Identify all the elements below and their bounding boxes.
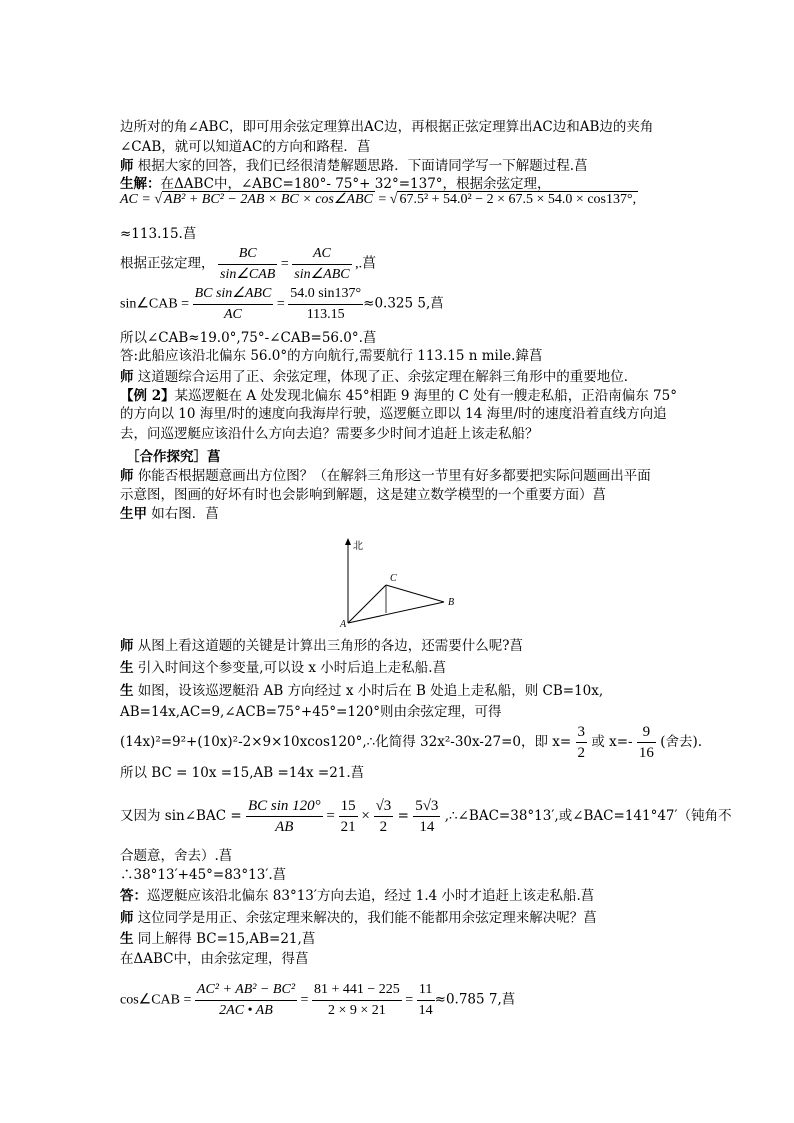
frac-den: sin∠ABC [294, 267, 350, 282]
cos-cab-equation: cos∠CAB = $\frac{\text{AC² + AB² − BC²}}{2AC • AB}$ = $\frac{81 + 441 - 225}{2 \times 9 \times 21}$ = $\frac{11}{14}$ ≈0.785 7,菖 [120, 980, 515, 1021]
frac-num: AC [292, 244, 351, 265]
eq-sign: = [322, 808, 339, 824]
line-text: 在ΔABC中，∠ABC=180°- 75°+ 32°=137°，根据余弦定理， [160, 176, 551, 192]
frac-den: 2 × 9 × 21 [327, 1003, 386, 1018]
speaker-label: 生解： [120, 176, 161, 192]
eq2-mid: 或 x=- [591, 734, 633, 750]
teacher-line: 示意图，图画的好坏有时也会影响到解题，这是建立数学模型的一个重要方面）菖 [120, 487, 606, 503]
north-label: 北 [353, 541, 363, 552]
line-text: 某巡逻艇在 A 处发现北偏东 45°相距 9 海里的 C 处有一艘走私船，正沿南偏东 75° [174, 388, 677, 404]
answer-line [120, 887, 594, 905]
frac-num: BC sin∠ABC [193, 284, 274, 305]
frac-num: 9 [637, 722, 656, 743]
student-line: 在ΔABC中，由余弦定理，得菖 [120, 951, 309, 967]
para-line: 边所对的角∠ABC，即可用余弦定理算出AC边，再根据正弦定理算出AC边和AB边的夹角 [120, 119, 654, 135]
example-line [120, 387, 677, 405]
bearing-diagram [336, 535, 466, 627]
side-cb [386, 585, 444, 602]
eq-radicand-1: AB² + BC² − 2AB × BC × cos∠ABC [164, 192, 373, 207]
frac-num: 5√3 [413, 796, 440, 817]
teacher-line [120, 909, 597, 927]
sin-tail: ≈0.325 5,菖 [363, 295, 444, 312]
sin-cab-equation: sin∠CAB = BC sin∠ABC AC = $\frac{54.0 \sin 137^\circ}{113.15}$ ≈0.325 5,菖 [120, 284, 444, 325]
line-text: 巡逻艇应该沿北偏东 83°13′方向去追，经过 1.4 小时才追赶上该走私船.菖 [147, 888, 595, 904]
line-text: 同上解得 BC=15,AB=21,菖 [133, 931, 316, 947]
side-ac [348, 585, 386, 623]
speaker-label: 生 [120, 931, 134, 947]
answer-label: 答： [120, 888, 147, 904]
vertex-label-b: B [448, 597, 455, 608]
frac-den: 2AC • AB [219, 1003, 273, 1018]
student-line: AB=14x,AC=9,∠ACB=75°+45°=120°则由余弦定理，可得 [120, 704, 502, 720]
eq2-tail: (舍去). [660, 734, 703, 750]
eq2-text: (14x)²=9²+(10x)²-2×9×10xcos120°,∴化简得 32x²-30x-27=0，即 x= [120, 734, 572, 750]
sine-tail: ,.菖 [355, 256, 377, 272]
student-line [120, 682, 603, 700]
frac-num: 15 [339, 796, 358, 817]
frac-num: BC sin 120° [246, 796, 323, 817]
cosine-equation: AC = √ AB² + BC² − 2AB × BC × cos∠ABC = √ 67.5² + 54.0² − 2 × 67.5 × 54.0 × cos137°, [120, 192, 637, 207]
frac-num: 54.0 sin137° [288, 284, 363, 305]
answer-line: 答:此船应该沿北偏东 56.0°的方向航行,需要航行 113.15 n mile.鍏菖 [120, 348, 543, 364]
speaker-label: 师 [120, 910, 134, 926]
speaker-label: 生 [120, 660, 134, 676]
line-text: 这道题综合运用了正、余弦定理，体现了正、余弦定理在解斜三角形中的重要地位． [133, 369, 638, 385]
frac-den: AC [224, 307, 242, 322]
frac-den: 14 [419, 819, 435, 835]
cos-lhs: cos∠CAB = [120, 992, 195, 1008]
eq-radicand-2: 67.5² + 54.0² − 2 × 67.5 × 54.0 × cos137°, [399, 192, 637, 207]
north-arrow-icon [345, 538, 351, 545]
vertex-label-a: A [340, 619, 347, 627]
frac-den: 113.15 [306, 307, 345, 322]
teacher-line [120, 368, 637, 386]
line-text: 从图上看这道题的关键是计算出三角形的各边，还需要什么呢?菖 [133, 638, 524, 654]
sin-lhs: sin∠CAB = [120, 296, 193, 312]
times-sign: × [357, 808, 374, 824]
frac-num: AC² + AB² − BC² [195, 980, 297, 1001]
speaker-label: 师 [120, 369, 134, 385]
vertex-label-c: C [390, 573, 397, 584]
sin-bac-line-2: 合题意，舍去）.菖 [120, 848, 233, 864]
eq-sign: = [374, 192, 390, 207]
frac-num: √3 [374, 796, 394, 817]
speaker-label: 生甲 [120, 506, 147, 522]
frac-den: sin∠CAB [220, 267, 276, 282]
cos-tail: ≈0.785 7,菖 [434, 991, 516, 1008]
sinbac-pre: 又因为 sin∠BAC = [120, 808, 242, 824]
side-ab [348, 602, 444, 623]
example-label: 【例 2】 [120, 388, 175, 404]
frac-den: 2 [379, 819, 388, 835]
frac-den: AB [275, 819, 294, 835]
section-heading: ［合作探究］菖 [126, 449, 221, 465]
frac-den: 14 [418, 1003, 433, 1018]
line-text: 如图，设该巡逻艇沿 AB 方向经过 x 小时后在 B 处追上走私船，则 CB=10x, [133, 683, 604, 699]
example-line: 的方向以 10 海里/时的速度向我海岸行驶，巡逻艇立即以 14 海里/时的速度沿着直线方向追 [120, 406, 667, 422]
angle-sum-line: ∴38°13′+45°=83°13′.菖 [120, 867, 287, 883]
line-text: 你能否根据题意画出方位图？（在解斜三角形这一节里有好多都要把实际问题画出平面 [133, 468, 651, 484]
frac-den: 21 [340, 819, 356, 835]
line-text: 如右图．菖 [147, 506, 219, 522]
student-line [120, 505, 219, 523]
example-line: 去，问巡逻艇应该沿什么方向去追？需要多少时间才追赶上该走私船？ [120, 426, 539, 442]
student-line [120, 659, 446, 677]
sides-line: 所以 BC = 10x =15,AB =14x =21.菖 [120, 765, 365, 781]
frac-den: 2 [577, 745, 586, 761]
line-text: 这位同学是用正、余弦定理来解决的，我们能不能都用余弦定理来解决呢？菖 [133, 910, 597, 926]
speaker-label: 生 [120, 683, 134, 699]
frac-num: 81 + 441 − 225 [312, 980, 402, 1001]
speaker-label: 师 [120, 638, 134, 654]
frac-num: BC [218, 244, 277, 265]
student-line [120, 930, 315, 948]
sinbac-tail: ,∴∠BAC=38°13′,或∠BAC=141°47′（钝角不 [444, 808, 732, 824]
speaker-label: 师 [120, 468, 134, 484]
line-text: 根据大家的回答，我们已经很清楚解题思路．下面请同学写一下解题过程.菖 [133, 158, 588, 174]
sine-law-equation: 根据正弦定理， BC sin∠CAB = AC sin∠ABC ,.菖 [120, 244, 376, 285]
approx-line: ≈113.15.菖 [120, 226, 197, 242]
teacher-line [120, 467, 651, 485]
frac-num: 11 [417, 980, 435, 1001]
teacher-line [120, 157, 588, 175]
eq-lhs: AC = [120, 192, 155, 207]
speaker-label: 师 [120, 158, 134, 174]
frac-den: 16 [638, 745, 654, 761]
sin-bac-line: 又因为 sin∠BAC = $\frac{\text{BC sin 120°}}{AB}$ = $\frac{15}{21}$ × $\frac{√3}{2}$ = $\frac{5√3}{14}$ ,∴∠BAC=38°13′,或∠BAC=141°47′（钝角不 [120, 798, 732, 835]
angle-result: 所以∠CAB≈19.0°,75°-∠CAB=56.0°.菖 [120, 330, 377, 346]
sine-intro: 根据正弦定理， [120, 255, 215, 272]
para-line: ∠CAB，就可以知道AC的方向和路程．菖 [120, 139, 371, 155]
teacher-line [120, 637, 523, 655]
line-text: 引入时间这个参变量,可以设 x 小时后追上走私船.菖 [133, 660, 447, 676]
frac-num: 3 [576, 722, 588, 743]
quadratic-line [120, 722, 702, 763]
